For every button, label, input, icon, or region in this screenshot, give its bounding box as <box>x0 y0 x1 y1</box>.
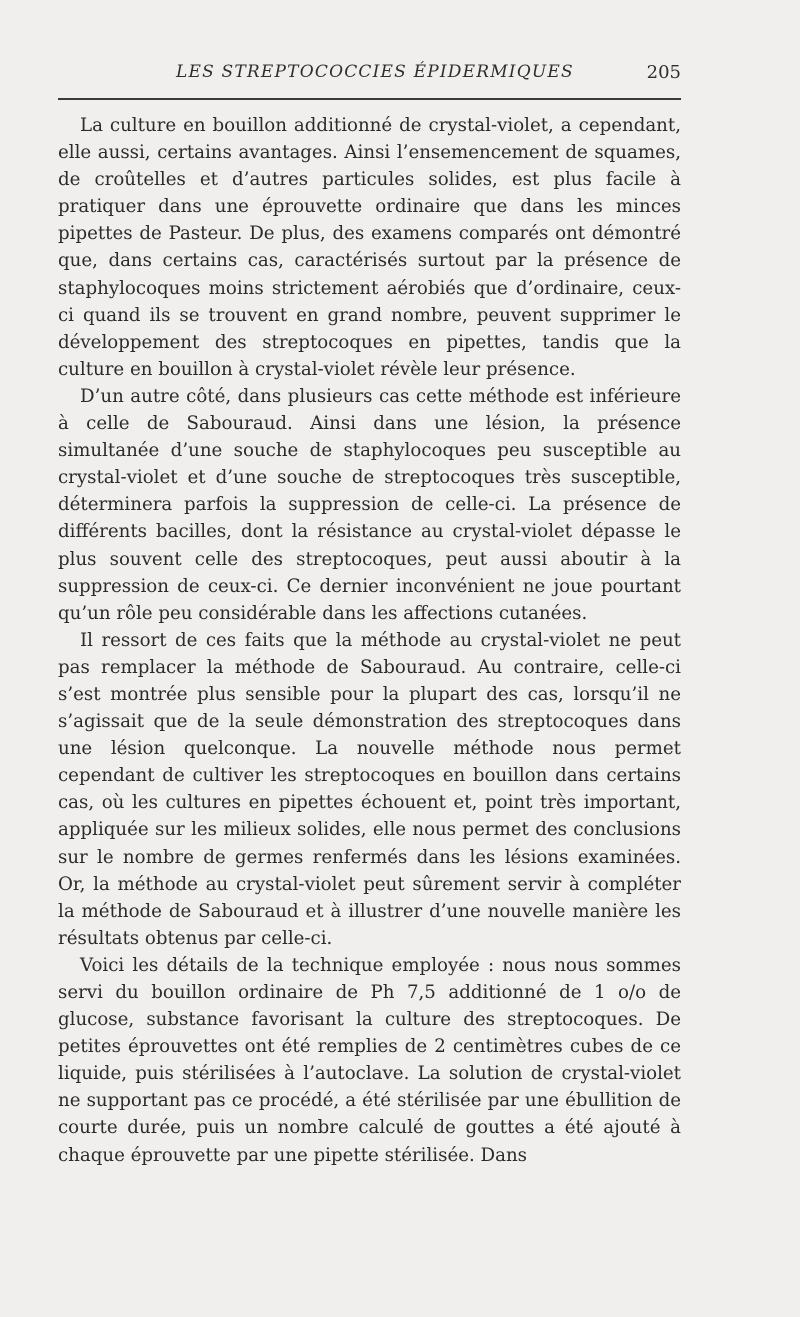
running-title: LES STREPTOCOCCIES ÉPIDERMIQUES <box>176 62 574 82</box>
paragraph-4: Voici les détails de la technique employée : nous nous sommes servi du bouillon ordinaire de Ph 7,5 additionné de 1 o/o de glucose, substance favorisant la culture des streptocoques. De petites éprouvettes ont été remplies de 2 centimètres cubes de ce liquide, puis stérilisées à l’autoclave. La solution de crystal-violet ne supportant pas ce procédé, a été stérilisée par une ébullition de courte durée, puis un nombre calculé de gouttes a été ajouté à chaque éprouvette par une pipette stérilisée. Dans <box>58 954 681 1166</box>
paragraph-2: D’un autre côté, dans plusieurs cas cette méthode est inférieure à celle de Sabouraud. Ainsi dans une lésion, la présence simultanée d’une souche de staphylocoques peu susceptible au crystal-violet et d’une souche de streptocoques très susceptible, déterminera parfois la suppression de celle-ci. La présence de différents bacilles, dont la résistance au crystal-violet dépasse le plus souvent celle des streptocoques, peut aussi aboutir à la suppression de ceux-ci. Ce dernier inconvénient ne joue pourtant qu’un rôle peu considérable dans les affections cutanées. <box>58 385 681 624</box>
body-text <box>58 112 681 1169</box>
header-rule <box>58 98 681 100</box>
paragraph-3: Il ressort de ces faits que la méthode au crystal-violet ne peut pas remplacer la méthode de Sabouraud. Au contraire, celle-ci s’est montrée plus sensible pour la plupart des cas, lorsqu’il ne s’agissait que de la seule démonstration des streptocoques dans une lésion quelconque. La nouvelle méthode nous permet cependant de cultiver les streptocoques en bouillon dans certains cas, où les cultures en pipettes échouent et, point très important, appliquée sur les milieux solides, elle nous permet des conclusions sur le nombre de germes renfermés dans les lésions examinées. Or, la méthode au crystal-violet peut sûrement servir à compléter la méthode de Sabouraud et à illustrer d’une nouvelle manière les résultats obtenus par celle-ci. <box>58 629 681 949</box>
page-number: 205 <box>646 62 681 83</box>
paragraph-1: La culture en bouillon additionné de crystal-violet, a cependant, elle aussi, certains avantages. Ainsi l’ensemencement de squames, de croûtelles et d’autres particules solides, est plus facile à pratiquer dans une éprouvette ordinaire que dans les minces pipettes de Pasteur. De plus, des examens comparés ont démontré que, dans certains cas, caractérisés surtout par la présence de staphylocoques moins strictement aérobiés que d’ordinaire, ceux-ci quand ils se trouvent en grand nombre, peuvent supprimer le développement des streptocoques en pipettes, tandis que la culture en bouillon à crystal-violet révèle leur présence. <box>58 115 681 380</box>
page-header <box>58 58 681 98</box>
